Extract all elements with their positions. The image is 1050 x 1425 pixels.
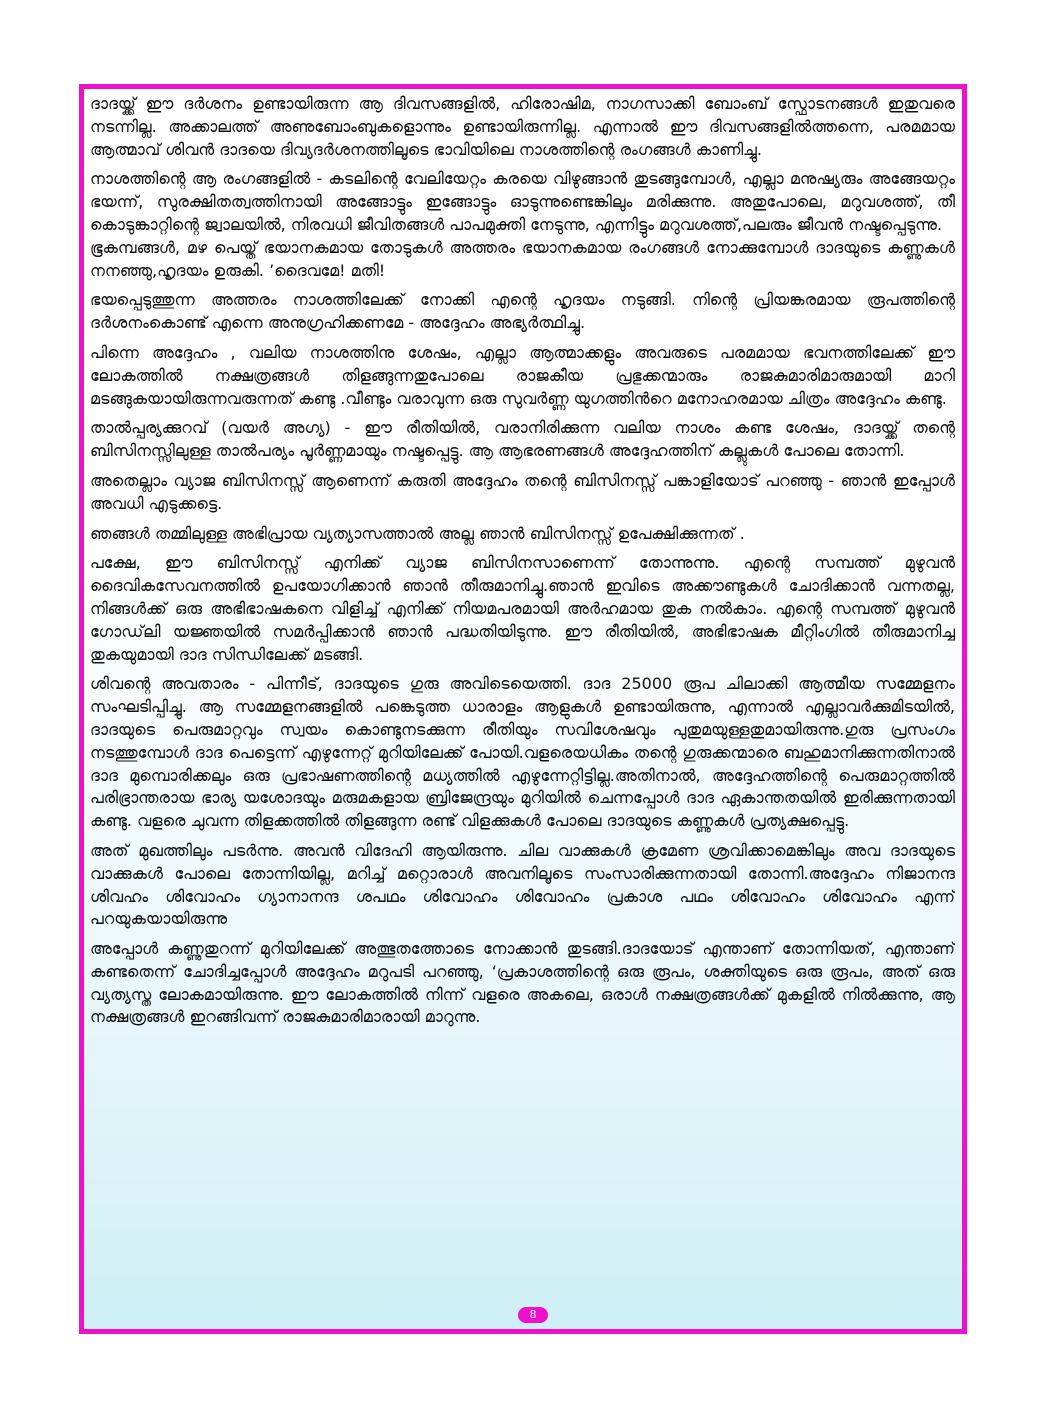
page-content [90, 93, 955, 1301]
paragraph: അപ്പോൾ കണ്ണുതുറന്ന് മുറിയിലേക്ക് അത്ഭുതത്തോടെ നോക്കാൻ തുടങ്ങി.ദാദയോട് എന്താണ് തോന്നിയത്, എന്താണ് കണ്ടതെന്ന് ചോദിച്ചപ്പോൾ അദ്ദേഹം മറുപടി പറഞ്ഞു, ‘പ്രകാശത്തിന്റെ ഒരു രൂപം, ശക്തിയുടെ ഒരു രൂപം, അത് ഒരു വ്യത്യസ്ത ലോകമായിരുന്നു. ഈ ലോകത്തിൽ നിന്ന് വളരെ അകലെ, ഒരാൾ നക്ഷത്രങ്ങൾക്ക് മുകളിൽ നിൽക്കുന്നു, ആ നക്ഷത്രങ്ങൾ ഇറങ്ങിവന്ന് രാജകുമാരിമാരായി മാറുന്നു. [90, 939, 955, 1027]
paragraph: അത് മുഖത്തിലും പടർന്നു. അവൻ വിദേഹി ആയിരുന്നു. ചില വാക്കുകൾ ക്രമേണ ശ്രവിക്കാമെങ്കിലും അവ ദാദയുടെ വാക്കുകൾ പോലെ തോന്നിയില്ല, മറിച്ച് മറ്റൊരാൾ അവനിലൂടെ സംസാരിക്കുന്നതായി തോന്നി.അദ്ദേഹം നിജാനന്ദ ശിവഹം ശിവോഹം ഗ്യാനാനന്ദ ശപഥം ശിവോഹം ശിവോഹം പ്രകാശ പഥം ശിവോഹം ശിവോഹം എന്ന് പറയുകയായിരുന്നു [90, 840, 955, 929]
paragraph: പക്ഷേ, ഈ ബിസിനസ്സ് എനിക്ക് വ്യാജ ബിസിനസാണെന്ന് തോന്നുന്നു. എന്റെ സമ്പത്ത് മുഴുവൻ ദൈവികസേവനത്തിൽ ഉപയോഗിക്കാൻ ഞാൻ തീരുമാനിച്ചു.ഞാൻ ഇവിടെ അക്കൗണ്ടുകൾ ചോദിക്കാൻ വന്നതല്ല, നിങ്ങൾക്ക് ഒരു അഭിഭാഷകനെ വിളിച്ച് എനിക്ക് നിയമപരമായി അർഹമായ തുക നൽകാം. എന്റെ സമ്പത്ത് മുഴുവൻ ഗോഡ്‌ലി യജ്ഞയിൽ സമർപ്പിക്കാൻ ഞാൻ പദ്ധതിയിടുന്നു. ഈ രീതിയിൽ, അഭിഭാഷക മീറ്റിംഗിൽ തീരുമാനിച്ച തുകയുമായി ദാദ സിന്ധിലേക്ക് മടങ്ങി. [90, 553, 955, 664]
page-number-badge: 8 [518, 1307, 548, 1323]
paragraph: ദാദയ്ക്ക് ഈ ദർശനം ഉണ്ടായിരുന്ന ആ ദിവസങ്ങളിൽ, ഹിരോഷിമ, നാഗസാക്കി ബോംബ് സ്ഫോടനങ്ങൾ ഇതുവരെ നടന്നില്ല. അക്കാലത്ത് അണുബോംബുകളൊന്നും ഉണ്ടായിരുന്നില്ല. എന്നാൽ ഈ ദിവസങ്ങളിൽത്തന്നെ, പരമമായ ആത്മാവ് ശിവൻ ദാദയെ ദിവ്യദർശനത്തിലൂടെ ഭാവിയിലെ നാശത്തിന്റെ രംഗങ്ങൾ കാണിച്ചു. [90, 94, 955, 159]
paragraph: പിന്നെ അദ്ദേഹം , വലിയ നാശത്തിനു ശേഷം, എല്ലാ ആത്മാക്കളും അവരുടെ പരമമായ ഭവനത്തിലേക്ക് ഈ ലോകത്തിൽ നക്ഷത്രങ്ങൾ തിളങ്ങുന്നതുപോലെ രാജകീയ പ്രഭുക്കന്മാരും രാജകുമാരിമാരുമായി മാറി മടങ്ങുകയായിരുന്നവരുന്നത് കണ്ടു .വീണ്ടും വരാവുന്ന ഒരു സുവർണ്ണ യുഗത്തിൻറെ മനോഹരമായ ചിത്രം അദ്ദേഹം കണ്ടു. [90, 342, 955, 408]
paragraph: ശിവന്റെ അവതാരം - പിന്നീട്, ദാദയുടെ ഗുരു അവിടെയെത്തി. ദാദ 25000 രൂപ ചിലാക്കി ആത്മീയ സമ്മേളനം സംഘടിപ്പിച്ചു. ആ സമ്മേളനങ്ങളിൽ പങ്കെടുത്ത ധാരാളം ആളുകൾ ഉണ്ടായിരുന്നു, എന്നാൽ എല്ലാവർക്കുമിടയിൽ, ദാദയുടെ പെരുമാറ്റവും സ്വയം കൊണ്ടുനടക്കുന്ന രീതിയും സവിശേഷവും പുതുമയുള്ളതുമായിരുന്നു.ഗുരു പ്രസംഗം നടത്തുമ്പോൾ ദാദ പെട്ടെന്ന് എഴുന്നേറ്റ് മുറിയിലേക്ക് പോയി.വളരെയധികം തന്റെ ഗുരുക്കന്മാരെ ബഹുമാനിക്കുന്നതിനാൽ ദാദ മുമ്പൊരിക്കലും ഒരു പ്രഭാഷണത്തിന്റെ മധ്യത്തിൽ എഴുന്നേറ്റിട്ടില്ല.അതിനാൽ, അദ്ദേഹത്തിന്റെ പെരുമാറ്റത്തിൽ പരിഭ്രാന്തരായ ഭാര്യ യശോദയും മരുമകളായ ബ്രിജേന്ദ്രയും മുറിയിൽ ചെന്നപ്പോൾ ദാദ ഏകാന്തതയിൽ ഇരിക്കുന്നതായി കണ്ടു. വളരെ ചുവന്ന തിളക്കത്തിൽ തിളങ്ങുന്ന രണ്ട് വിളക്കുകൾ പോലെ ദാദയുടെ കണ്ണുകൾ പ്രത്യക്ഷപ്പെട്ടു. [90, 674, 955, 831]
page-frame [79, 84, 967, 1334]
paragraph: ഭൂകമ്പങ്ങൾ, മഴ പെയ്ത് ഭയാനകമായ തോടുകൾ അത്തരം ഭയാനകമായ രംഗങ്ങൾ നോക്കുമ്പോൾ ദാദയുടെ കണ്ണുകൾ നനഞ്ഞു,ഹൃദയം ഉരുകി. ’ദൈവമേ! മതി! [90, 237, 955, 280]
paragraph: ഞങ്ങൾ തമ്മിലുള്ള അഭിപ്രായ വ്യത്യാസത്താൽ അല്ല ഞാൻ ബിസിനസ്സ് ഉപേക്ഷിക്കുന്നത് . [90, 523, 745, 543]
paragraph: ഭയപ്പെടുത്തുന്ന അത്തരം നാശത്തിലേക്ക് നോക്കി എന്റെ ഹൃദയം നടുങ്ങി. നിന്റെ പ്രിയങ്കരമായ രൂപത്തിന്റെ ദർശനംകൊണ്ട് എന്നെ അനുഗ്രഹിക്കണമേ - അദ്ദേഹം അഭ്യർത്ഥിച്ചു. [90, 290, 955, 333]
paragraph: നാശത്തിന്റെ ആ രംഗങ്ങളിൽ - കടലിന്റെ വേലിയേറ്റം കരയെ വിഴുങ്ങാൻ തുടങ്ങുമ്പോൾ, എല്ലാ മനുഷ്യരും അങ്ങേയറ്റം ഭയന്ന്, സുരക്ഷിതത്വത്തിനായി അങ്ങോട്ടും ഇങ്ങോട്ടും ഓടുന്നുണ്ടെങ്കിലും മരിക്കുന്നു. അതുപോലെ, മറുവശത്ത്, തീ കൊടുങ്കാറ്റിന്റെ ജ്വാലയിൽ, നിരവധി ജീവിതങ്ങൾ പാപമുക്തി നേടുന്നു, എന്നിട്ടും മറുവശത്ത്,പലരും ജീവൻ നഷ്ടപ്പെടുന്നു. [90, 169, 955, 234]
paragraph: താൽപ്പര്യക്കുറവ് (വയർ അഗ്യ) - ഈ രീതിയിൽ, വരാനിരിക്കുന്ന വലിയ നാശം കണ്ട ശേഷം, ദാദയ്ക്ക് തന്റെ ബിസിനസ്സിലുള്ള താൽപര്യം പൂർണ്ണമായും നഷ്ടപ്പെട്ടു. ആ ആഭരണങ്ങൾ അദ്ദേഹത്തിന് കല്ലുകൾ പോലെ തോന്നി. [90, 418, 955, 461]
paragraph: അതെല്ലാം വ്യാജ ബിസിനസ്സ് ആണെന്ന് കരുതി അദ്ദേഹം തന്റെ ബിസിനസ്സ് പങ്കാളിയോട് പറഞ്ഞു - ഞാൻ ഇപ്പോൾ അവധി എടുക്കട്ടെ. [90, 470, 955, 513]
